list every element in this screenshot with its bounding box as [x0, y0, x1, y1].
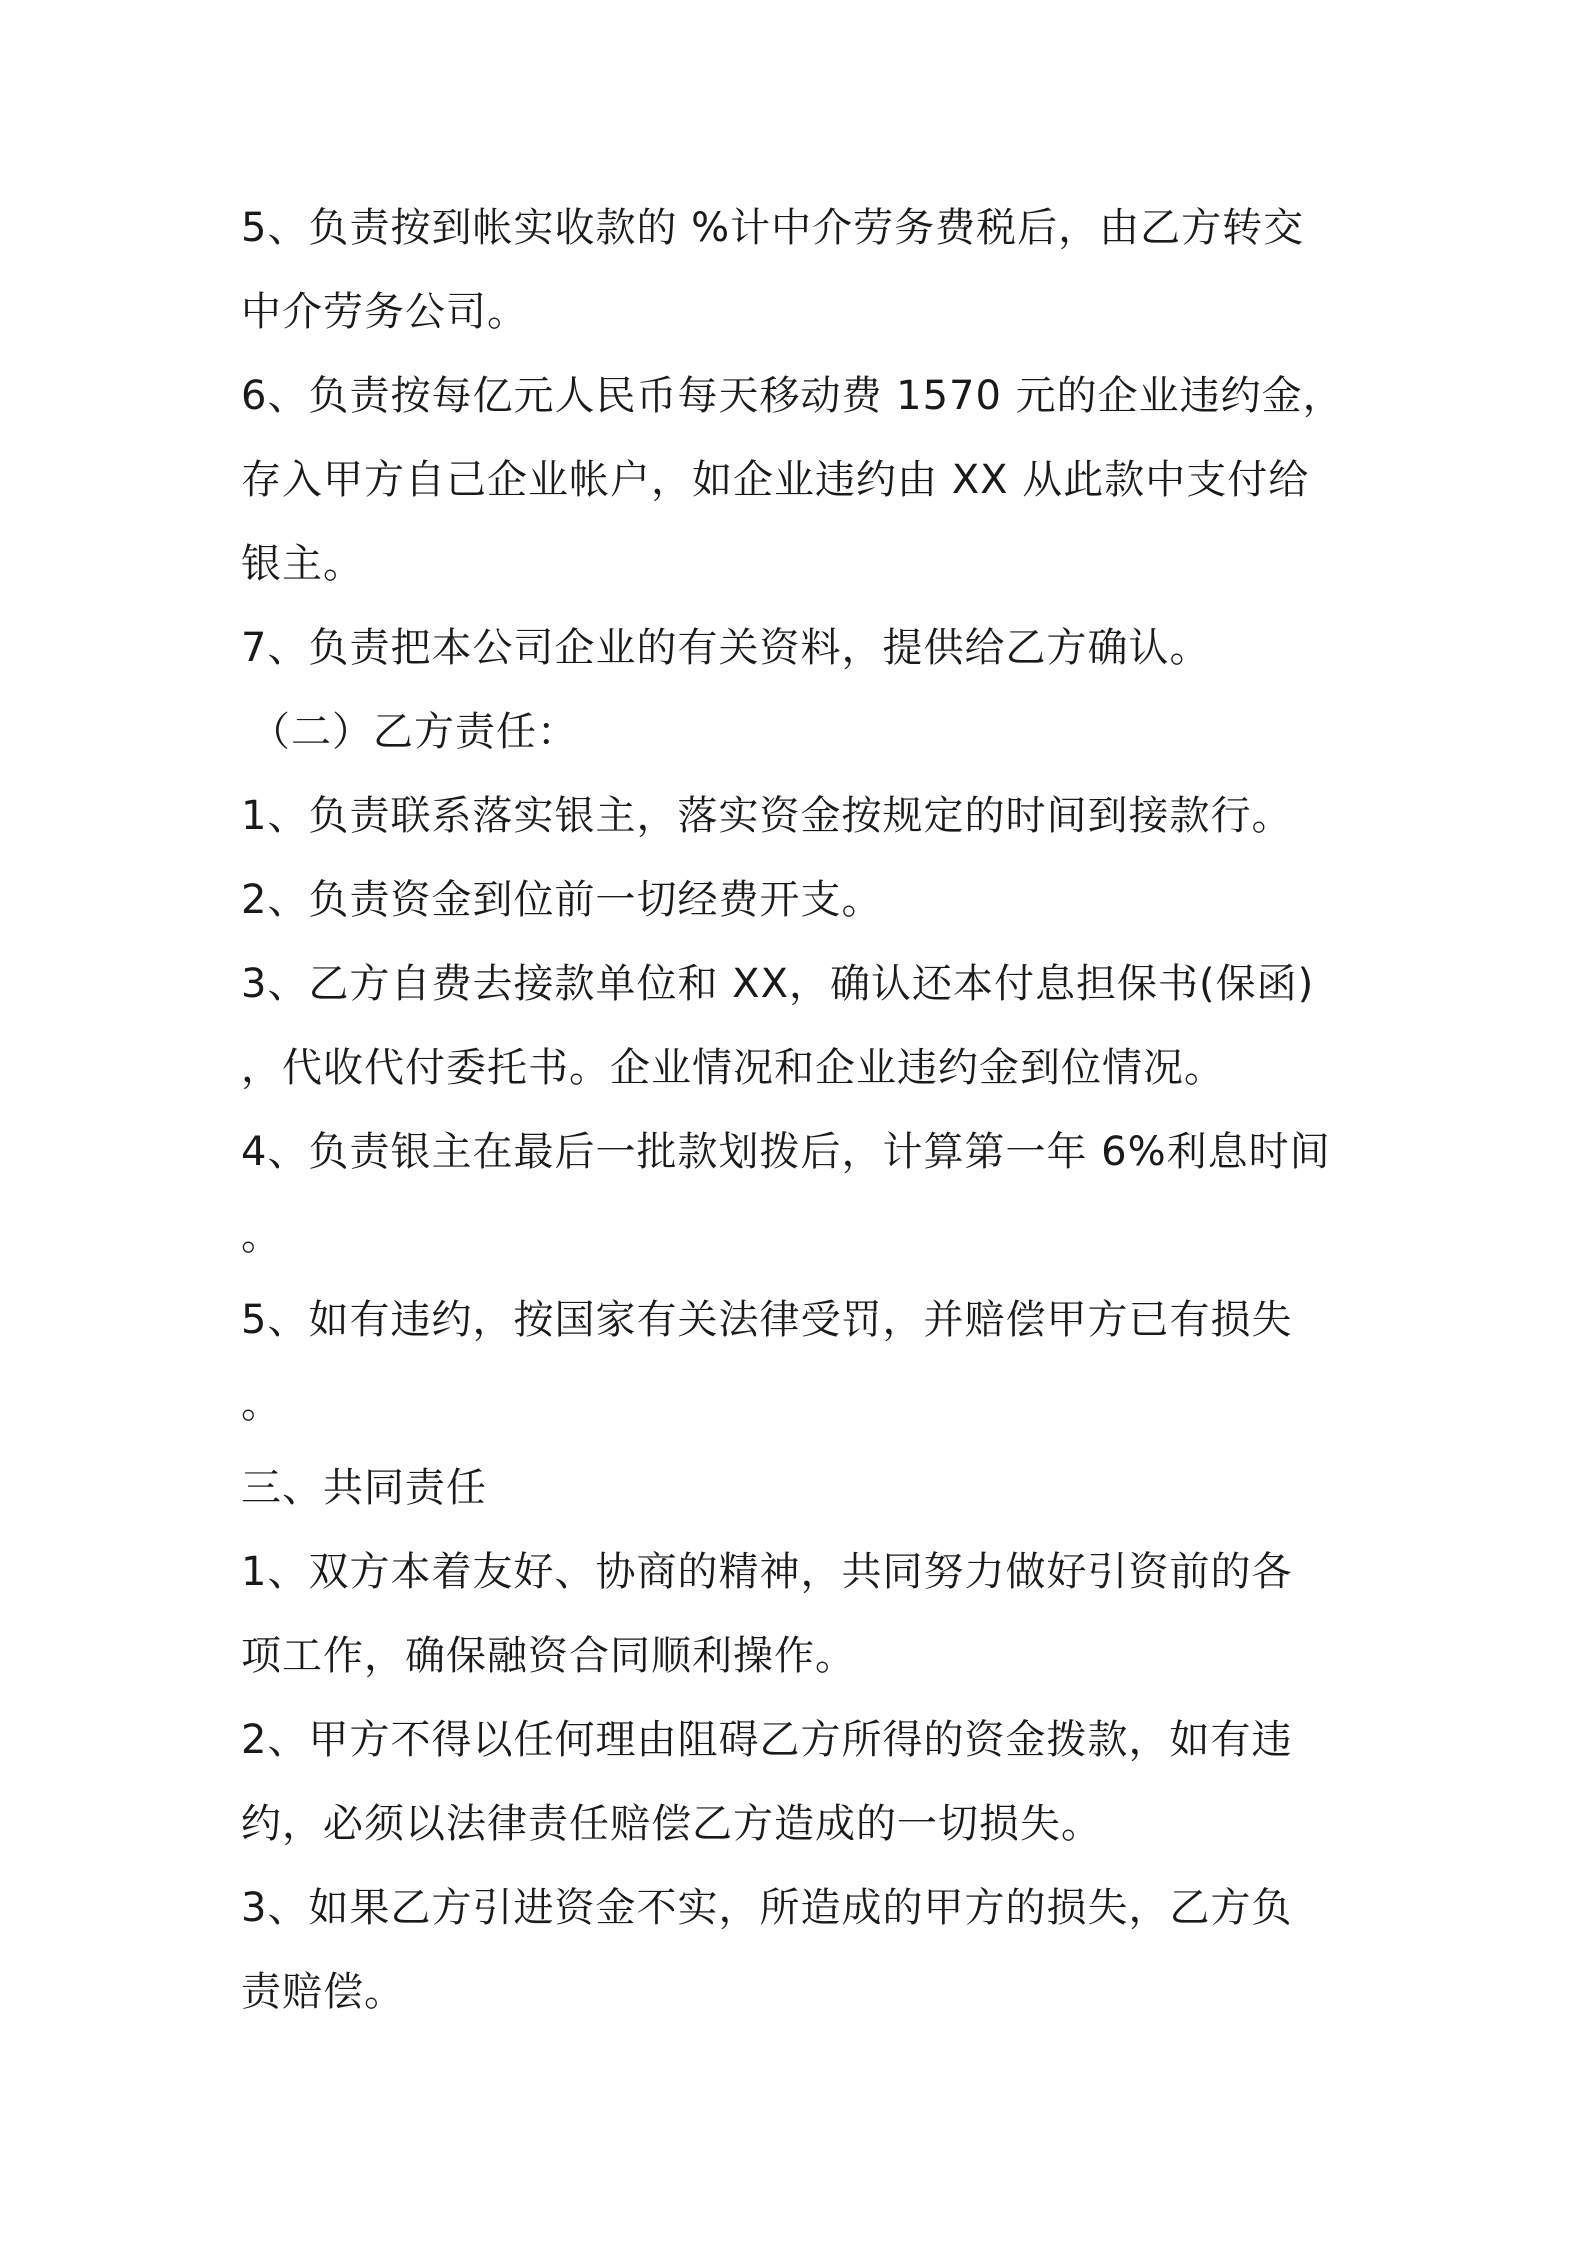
text-line: 2、负责资金到位前一切经费开支。: [241, 877, 883, 923]
section-heading: （二）乙方责任：: [250, 709, 578, 755]
section-heading: 三、共同责任: [241, 1465, 487, 1511]
text-line: 6、负责按每亿元人民币每天移动费 1570 元的企业违约金，: [241, 373, 1344, 419]
text-line: 中介劳务公司。: [241, 289, 528, 335]
text-line: 5、负责按到帐实收款的 %计中介劳务费税后，由乙方转交: [241, 205, 1305, 251]
text-line: 银主。: [241, 541, 364, 587]
text-line: 2、甲方不得以任何理由阻碍乙方所得的资金拨款，如有违: [241, 1717, 1293, 1763]
text-line: 责赔偿。: [241, 1969, 405, 2015]
text-line: 约，必须以法律责任赔偿乙方造成的一切损失。: [241, 1801, 1102, 1847]
text-line: ，代收代付委托书。企业情况和企业违约金到位情况。: [241, 1045, 1225, 1091]
text-line: 5、如有违约，按国家有关法律受罚，并赔偿甲方已有损失: [241, 1297, 1293, 1343]
text-line: 项工作，确保融资合同顺利操作。: [241, 1633, 856, 1679]
text-line: 1、负责联系落实银主，落实资金按规定的时间到接款行。: [241, 793, 1293, 839]
text-line: 4、负责银主在最后一批款划拨后，计算第一年 6%利息时间: [241, 1129, 1331, 1175]
text-line: 3、乙方自费去接款单位和 XX，确认还本付息担保书(保函): [241, 961, 1315, 1007]
text-line: 7、负责把本公司企业的有关资料，提供给乙方确认。: [241, 625, 1211, 671]
text-line: 。: [241, 1381, 282, 1427]
text-line: 1、双方本着友好、协商的精神，共同努力做好引资前的各: [241, 1549, 1293, 1595]
text-line: 存入甲方自己企业帐户，如企业违约由 XX 从此款中支付给: [241, 457, 1310, 503]
text-line: 3、如果乙方引进资金不实，所造成的甲方的损失，乙方负: [241, 1885, 1293, 1931]
text-line: 。: [241, 1213, 282, 1259]
